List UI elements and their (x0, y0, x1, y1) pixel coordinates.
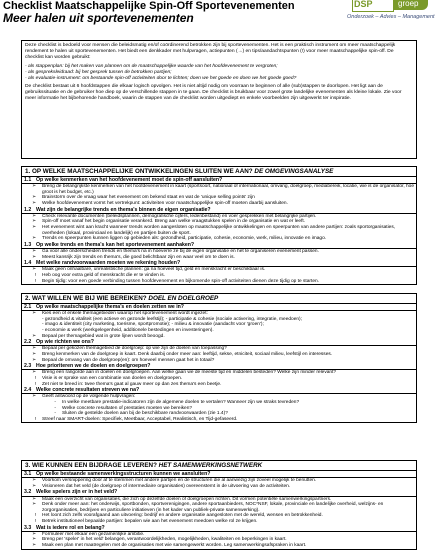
tip-marker-icon: ! (34, 278, 36, 284)
arrow-bullet-icon: ➢ (31, 267, 36, 273)
tip-marker-icon: ! (34, 375, 36, 381)
section-number: 1. (25, 168, 31, 175)
logo-text-dsp: DSP (354, 0, 373, 9)
checklist-item-text: Het loont zich zelfs voorafgaand aan uitvoering: bedrijf en andere organisatie aangesloten met de wereld, wensen en betrokkenheid. (42, 513, 323, 519)
checklist-item-text: Bepaal per themagebied wat in grote lijnen wordt beoogd. (42, 333, 165, 339)
checklist-item-text: - economie & werk (werkgelegenheid, additionele bestedingen en investeringen). (42, 327, 214, 333)
arrow-bullet-icon: ➢ (31, 351, 36, 357)
document-subtitle: Meer halen uit sportevenementen (3, 11, 194, 25)
checklist-item-text: Visioneren dat het veld (de doelgroep of intermediaire organisaties) overeenstemt in de uitvoering van de activiteiten. (42, 483, 291, 489)
subsection-title: Op wie richten we ons? (36, 339, 94, 346)
subsection-number: 3.3 (24, 524, 32, 531)
arrow-bullet-icon: - (54, 405, 56, 411)
section-heading (22, 167, 416, 177)
subsection-number: 3.1 (24, 471, 32, 477)
document-title: Checklist Maatschappelijke Spin-Off Sportevenementen (3, 0, 295, 12)
arrow-bullet-icon: ➢ (31, 394, 36, 400)
subsection-title: Welke concrete resultaten streven we na? (36, 387, 140, 394)
section-subtitle: DE OMGEVINGSANALYSE (254, 168, 334, 175)
subsection-title: Wat is iedere rol en belang? (36, 524, 105, 531)
checklist-item-text: In welke meetbare prestatie-indicatoren zijn de algemene doelen te vertalen? Wanneer zijn we straks tevreden? (62, 399, 300, 405)
checklist-item (22, 225, 416, 236)
checklist-item-text: Bepaal per gekozen themagebied de doelgroep: op wie zijn de doelen van toepassing? (42, 346, 227, 352)
arrow-bullet-icon: ➢ (31, 254, 36, 260)
subsection-heading (22, 525, 416, 532)
subsection-number: 1.1 (24, 177, 32, 183)
checklist-item-text: Ga voor alle onderscheiden trends en thema's na in hoeverre ze bij de eigen organisatie en het te organiseren evenement passen. (42, 248, 319, 254)
checklist-item-text: Spin-off moet vanaf het begin organisatie verankerd. Breng aan welke vraagstukken spelen in de organisatie en wat er leeft. (42, 219, 306, 225)
section-subtitle: DOEL EN DOELGROEP (148, 295, 219, 302)
subsection-title: Welke spelers zijn er in het veld? (36, 489, 118, 496)
intro-box (21, 40, 417, 159)
checklist-item-text: Begin tijdig: voor een goede verbinding tussen hoofdevenement en bijkomende spin-off activiteiten dienen deze tijdig op te starten. (42, 278, 319, 284)
checklist-item-text: Voorkom versnippering door af te stemmen met andere partijen en de structuren die al aanwezig zijn zoveel mogelijk te benutten. (42, 478, 317, 484)
checklist-item (22, 417, 416, 423)
section-title: OP WELKE MAATSCHAPPELIJKE ONTWIKKELINGEN SLUITEN WE AAN? (32, 168, 253, 175)
tip-marker-icon: ! (34, 513, 36, 519)
subsection-number: 2.1 (24, 304, 32, 310)
arrow-bullet-icon: ➢ (31, 542, 36, 548)
logo-tagline: Onderzoek – Advies – Management (347, 14, 435, 20)
intro-use-item: - als evaluatie-instrument: om bestaande spin-off activiteiten door te lichten; doen we het goede en doen we het goede goed? (25, 75, 297, 81)
subsection-heading (22, 489, 416, 496)
arrow-bullet-icon: ➢ (31, 195, 36, 201)
section-title: WAT WILLEN WE BIJ WIE BEREIKEN? (32, 295, 147, 302)
arrow-bullet-icon: ➢ (31, 236, 36, 242)
subsection-number: 1.4 (24, 260, 32, 267)
checklist-item-text: Brainstorm over de vraag waar het evenement om bekend staat en wat de 'unique selling points' zijn (42, 195, 255, 201)
section-number: 3. (25, 462, 31, 469)
checklist-item-text: Maak een plan met maatregelen met de organisaties met wie samengewerkt worden. Leg samenwerkingsafspraken in kaart. (42, 542, 307, 548)
checklist-section (21, 293, 417, 423)
checklist-item-text: Denk onder meer aan: het onderwijs, sportbonden, sportverenigingen, andere sportaanbieders, NOC*NSF, lokale, provinciale en landelijke overheid, welzijns- en zorgorganisaties, bedrijven en particuliere initiatieven (in het kader van publiek-private samenwerking). (42, 502, 384, 513)
subsection-title: Op welke trends en thema's kan het sportevenement aanhaken? (36, 241, 195, 248)
checklist-item-text: Breng de belangrijkste kenmerken van het hoofdevenement in kaart (sportsoort, nationaal of internationaal, omvang, doelgroep, mediabereik, locatie, wie is de organisator, hoe groot is het budget, etc.) (42, 184, 414, 195)
tip-marker-icon: ! (34, 518, 36, 524)
arrow-bullet-icon: ➢ (31, 219, 36, 225)
subsection-title: Wat zijn de belangrijke trends en thema's binnen de eigen organisatie? (36, 206, 211, 213)
checklist-item-text: Sluiten de gestelde doelen aan bij de beschikbare randvoorwaarden (zie 1.4)? (62, 411, 228, 417)
tip-marker-icon: ! (34, 272, 36, 278)
checklist-item-text: Streef naar SMART-doelen: Specifiek, Meetbaar, Acceptabel, Realistisch, en Tijd-gefaseerd. (42, 416, 238, 422)
subsection-number: 1.2 (24, 206, 32, 213)
checklist-item-text: Kies een of enkele themagebieden waarop het sportevenement wordt ingezet: (42, 311, 208, 317)
arrow-bullet-icon: - (54, 399, 56, 405)
checklist-item-text: Maak geen onhaalbare, unrealistische plannen: ga na hoeveel tijd, geld en menskracht er beschikbaar is. (42, 267, 266, 273)
checklist-item-text: Betrek institutioneel bepaalde partijen: bepalen wie aan het evenement meedoen welke rol ze krijgen. (42, 518, 258, 524)
arrow-bullet-icon: ➢ (31, 496, 36, 502)
arrow-bullet-icon: ➢ (31, 502, 36, 508)
checklist-item-text: Check relevante documenten (beleidsplannen, demografische cijfers, ledenbestand) en voer gesprekken met belangrijke partijen. (42, 213, 317, 219)
checklist-item-text: Formuleer met elkaar een gezamenlijke ambitie. (42, 531, 145, 537)
checklist-item (22, 502, 416, 513)
arrow-bullet-icon: ➢ (31, 184, 36, 190)
checklist-section (21, 460, 417, 550)
subsection-number: 2.2 (24, 339, 32, 346)
arrow-bullet-icon: - (54, 411, 56, 417)
page-header (0, 0, 435, 35)
tip-marker-icon: ! (34, 416, 36, 422)
arrow-bullet-icon: ➢ (31, 311, 36, 317)
subsection-heading (22, 242, 416, 249)
section-heading (22, 461, 416, 471)
intro-paragraph-1: Deze checklist is bedoeld voor mensen die beleidsmatig en/of coördinerend betrokken zijn bij sportevenementen. Het is een praktisch instrument om meer maatschappelijk rendement te halen uit sportevenementen. Het biedt een denkkader met hulpvragen, actiepunten (→) en tips/aandachtspunten (!) voor meer maatschappelijke spin-off. De checklist kan worden gebruikt: (25, 43, 396, 60)
checklist-item (22, 279, 416, 285)
checklist-item-text: Breng een rangorde aan in doelen en doelgroepen. Aan welke gaan we de meeste tijd en middelen besteden? Welke zijn minder relevant? (42, 370, 337, 376)
dsp-groep-logo (346, 0, 432, 26)
checklist-item-text: Welke hoofdevenement vormt het vertrekpunt: activiteiten voor maatschappelijke spin-off moeten daarbij aansluiten. (42, 200, 288, 206)
intro-use-item: - als gespreksleidraad: bij het gesprek tussen de betrokken partijen; (25, 69, 172, 75)
checklist-item (22, 184, 416, 195)
checklist-item-text: Welke concrete resultaten of prestaties moeten we bereiken? (62, 405, 193, 411)
subsection-title: Op welke bestaande samenwerkingsstructuren kunnen we aansluiten? (36, 471, 211, 477)
subsection-title: Met welke randvoorwaarden moeten we rekening houden? (36, 260, 181, 267)
section-heading (22, 294, 416, 304)
subsection-title: Op welke kenmerken van het hoofdevenement moet de spin-off aansluiten? (36, 177, 223, 183)
logo-text-groep: groep (398, 0, 419, 8)
section-title: WIE KUNNEN EEN BIJDRAGE LEVEREN? (32, 462, 157, 469)
arrow-bullet-icon: ➢ (31, 333, 36, 339)
checklist-item-text: Het evenement wint aan kracht wanneer trends worden aangesloten op maatschappelijke ontwikkelingen en speerpunten van andere partijen: zoals sportorganisaties, overheden (lokaal, provinciaal en landelijk) en partijen buiten de sport. (42, 224, 396, 236)
arrow-bullet-icon: ➢ (31, 357, 36, 363)
intro-use-item: - als stappenplan: bij het maken van plannen om de maatschappelijke waarde van het hoofdevenement te vergroten; (25, 63, 278, 69)
checklist-item-text: Trends en speerpunten kunnen liggen op gebieden als: gezondheid, participatie, cohesie, economie, werk, milieu, innovatie en imago. (42, 236, 327, 242)
subsection-number: 2.4 (24, 387, 32, 394)
checklist-item-text: - gezondheid & vitaliteit (een actieve en gezonde leefstijl); - participatie & cohesie (sociale activering, integratie, meedoen); (42, 316, 302, 322)
checklist-item-text: Breng per 'speler' in het veld' belangen, verantwoordelijkheden, mogelijkheden, kwaliteiten en beperkingen in kaart. (42, 537, 287, 543)
checklist-item-text: Bepaal de omvang van de doelgroep(en): om hoeveel mensen gaat het in totaal? (42, 357, 215, 363)
checklist-item-text: Geeft antwoord op de volgende hulpvragen: (42, 394, 136, 400)
arrow-bullet-icon: ➢ (31, 224, 36, 230)
subsection-title: Hoe prioriteren we de doelen en doelgroepen? (36, 363, 151, 370)
checklist-item-text: Heb oog voor extra geld of menskracht die er te vinden is. (42, 272, 165, 278)
checklist-section (21, 166, 417, 285)
arrow-bullet-icon: ➢ (31, 370, 36, 376)
section-number: 2. (25, 295, 31, 302)
tip-marker-icon: ! (34, 381, 36, 387)
arrow-bullet-icon: ➢ (31, 200, 36, 206)
arrow-bullet-icon: ➢ (31, 483, 36, 489)
subsection-number: 2.3 (24, 363, 32, 370)
subsection-number: 1.3 (24, 241, 32, 248)
arrow-bullet-icon: ➢ (31, 531, 36, 537)
intro-paragraph-2: De checklist bestaat uit 6 hoofdstappen die elkaar logisch opvolgen. Het is niet altijd nodig om voorraan te beginnen of alle (sub)stappen te doorlopen. Het ligt aan de gebruikssituatie en de gebruiker hoe diep op de verschillende stappen in te gaan. De checklist is bruikbaar voor zowel grote landelijke evenementen als kleine lokale. Zie voor meer informatie het bijbehorende handboek, waarin de stappen van de checklist worden uitgediept en enkele voorbeelden zijn uitgewerkt ter inspiratie. (25, 84, 402, 102)
checklist-item-text: Breng kenmerken van de doelgroep in kaart. Denk daarbij onder meer aan: leeftijd, sekse, etniciteit, sociaal milieu, leefstijl en interesses. (42, 351, 333, 357)
arrow-bullet-icon: ➢ (31, 213, 36, 219)
checklist-item-text: - imago & identiteit (city marketing, toerisme, sportpromotie); - milieu & innovatie (aandacht voor 'groen'); (42, 322, 264, 328)
intro-uses-list (25, 64, 413, 82)
arrow-bullet-icon: ➢ (31, 346, 36, 352)
arrow-bullet-icon: ➢ (31, 537, 36, 543)
checklist-item-text: Meest kansrijk zijn trends en thema's, die goed belichtbaar zijn en waar veel om te doen is. (42, 254, 235, 260)
checklist-item (22, 543, 416, 549)
checklist-item-text: Maak een overzicht van organisaties, die zich op dezelfde doelen of doelgroepen richten. Dit vormen potentiële samenwerkingspartners. (42, 496, 332, 502)
arrow-bullet-icon: ➢ (31, 248, 36, 254)
checklist-item-text: Visie is er sprake van een combinatie van doelen en doelgroepen. (42, 375, 183, 381)
subsection-heading (22, 207, 416, 214)
subsection-title: Op welke maatschappelijke thema's en doelen zetten we in? (36, 304, 184, 310)
subsection-number: 3.2 (24, 489, 32, 496)
arrow-bullet-icon: ➢ (31, 478, 36, 484)
section-subtitle: HET SAMENWERKINGSNETWERK (158, 462, 263, 469)
checklist-item-text: Zet niet te breed in: twee thema's gaat al gauw meer op dan zes thema's een beetje. (42, 381, 222, 387)
